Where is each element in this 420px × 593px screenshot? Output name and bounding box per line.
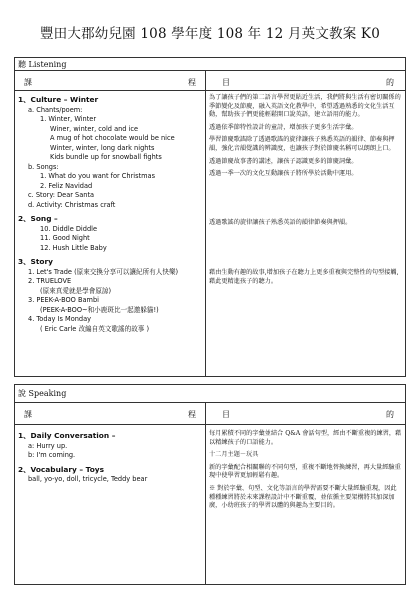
goal-header-b: 的: [386, 78, 394, 87]
goal-paragraph: 為了讓孩子們的第二語言學習更貼近生活，我們將與生活有密切關係的季節變化及節慶，融入英語文化教學中，希望透過熟悉的文化生活互動，幫助孩子們更能輕鬆開口說英語，建立語用的能力。: [209, 94, 401, 119]
course-line: 2. TRUELOVE: [28, 277, 72, 285]
course-line: (PEEK-A-BOO~和小鹿斑比一起邀躲貓!): [40, 305, 159, 314]
goal-paragraph: 學習節慶歌謠除了透過歌謠的旋律讓孩子熟悉英語的韻律、節奏與押韻，強化音韻覺識的辨識度，也讓孩子對於節慶名稱可以朗朗上口。: [209, 136, 395, 152]
page-title: 豐田大郡幼兒園 108 學年度 108 年 12 月英文教案 K0: [39, 26, 381, 42]
speaking-goal-header-a: 目: [222, 410, 230, 419]
course-heading: 1、Culture – Winter: [18, 95, 99, 104]
course-line: a: Hurry up.: [28, 441, 68, 450]
course-line: 3. PEEK-A-BOO Bambi: [28, 296, 99, 304]
course-line: 2. Feliz Navidad: [40, 181, 93, 190]
goal-paragraph: 透過節慶故事書的講述，讓孩子認識更多的節慶詞彙。: [209, 157, 358, 165]
speaking-course-content: [18, 431, 204, 485]
course-heading: 2、Song –: [18, 214, 58, 223]
goal-paragraph: 透過一季一次的文化互動讓孩子將所學於活動中運用。: [209, 170, 358, 178]
course-line: c. Story: Dear Santa: [28, 191, 95, 199]
course-line: 1. Winter, Winter: [40, 115, 97, 123]
course-line: 4. Today Is Monday: [28, 315, 92, 323]
goal-paragraph: 新的字彙配合相關聯的不同句型，重複不斷地替換練習，再大量經驗重現中使學習更加輕鬆有趣。: [209, 463, 401, 480]
speaking-course-header-b: 程: [188, 410, 196, 419]
goal-header-a: 目: [222, 78, 230, 87]
course-line: 10. Diddle Diddle: [40, 224, 98, 233]
goal-paragraph: ※ 對於字彙、句型、文化等語言的學習需要不斷大量經驗重現，因此種種練習將於未來課程設計中不斷重覆，並依循主要架構將其加深加廣，小幼班孩子的學習以體的與趣為主要目的。: [209, 484, 397, 510]
course-heading: 2、Vocabulary – Toys: [18, 464, 105, 474]
course-heading: 3、Story: [18, 257, 53, 266]
speaking-goal-content: [209, 430, 402, 515]
course-line: ( Eric Carle 改編自英文歌謠的故事 ): [40, 324, 150, 333]
speaking-course-header-a: 課: [24, 410, 32, 419]
speaking-label: 說 Speaking: [18, 389, 67, 398]
course-line: a. Chants/poem:: [28, 105, 83, 114]
course-line: b: I'm coming.: [28, 451, 76, 459]
course-line: b. Songs:: [28, 162, 59, 171]
course-line: Winter, winter, long dark nights: [50, 143, 155, 152]
course-line: d. Activity: Christmas craft: [28, 200, 116, 209]
course-header-a: 課: [24, 78, 32, 87]
course-line: ball, yo-yo, doll, tricycle, Teddy bear: [28, 475, 148, 483]
course-line: Winer, winter, cold and ice: [50, 124, 139, 133]
course-line: 1. What do you want for Christmas: [40, 172, 156, 180]
course-line: A mug of hot chocolate would be nice: [50, 134, 175, 142]
goal-paragraph: 藉由生動有趣的故事,增加孩子在聽力上更多重複與完整性的句型接觸,藉此更精進孩子的聽力。: [209, 269, 399, 285]
speaking-goal-header-b: 的: [386, 410, 394, 419]
listening-course-content: [18, 95, 204, 334]
goal-paragraph: 每月累積不同的字彙並結合 Q&A 會話句型，經由不斷重複的練習，藉以精練孩子的口語能力。: [209, 430, 402, 446]
course-header-b: 程: [188, 78, 196, 87]
course-line: 12. Hush Little Baby: [40, 243, 107, 252]
course-heading: 1、Daily Conversation –: [18, 431, 116, 440]
listening-label: 聽 Listening: [18, 60, 67, 69]
listening-goal-content: [209, 94, 402, 291]
goal-paragraph: 十二月主題－玩具: [209, 451, 259, 459]
course-line: Kids bundle up for snowball fights: [50, 153, 162, 161]
course-line: 1. Let's Trade (原來交換分享可以讓紀所有人快樂): [28, 267, 179, 276]
goal-paragraph: 透過歌謠的旋律讓孩子熟悉英語的韻律節奏與押韻。: [209, 218, 352, 226]
course-line: (原來真愛就是學會原諒): [40, 286, 112, 295]
course-line: 11. Good Night: [40, 234, 90, 242]
goal-paragraph: 透過依季節特性設計的童詩，增加孩子更多生活字彙。: [209, 123, 358, 131]
